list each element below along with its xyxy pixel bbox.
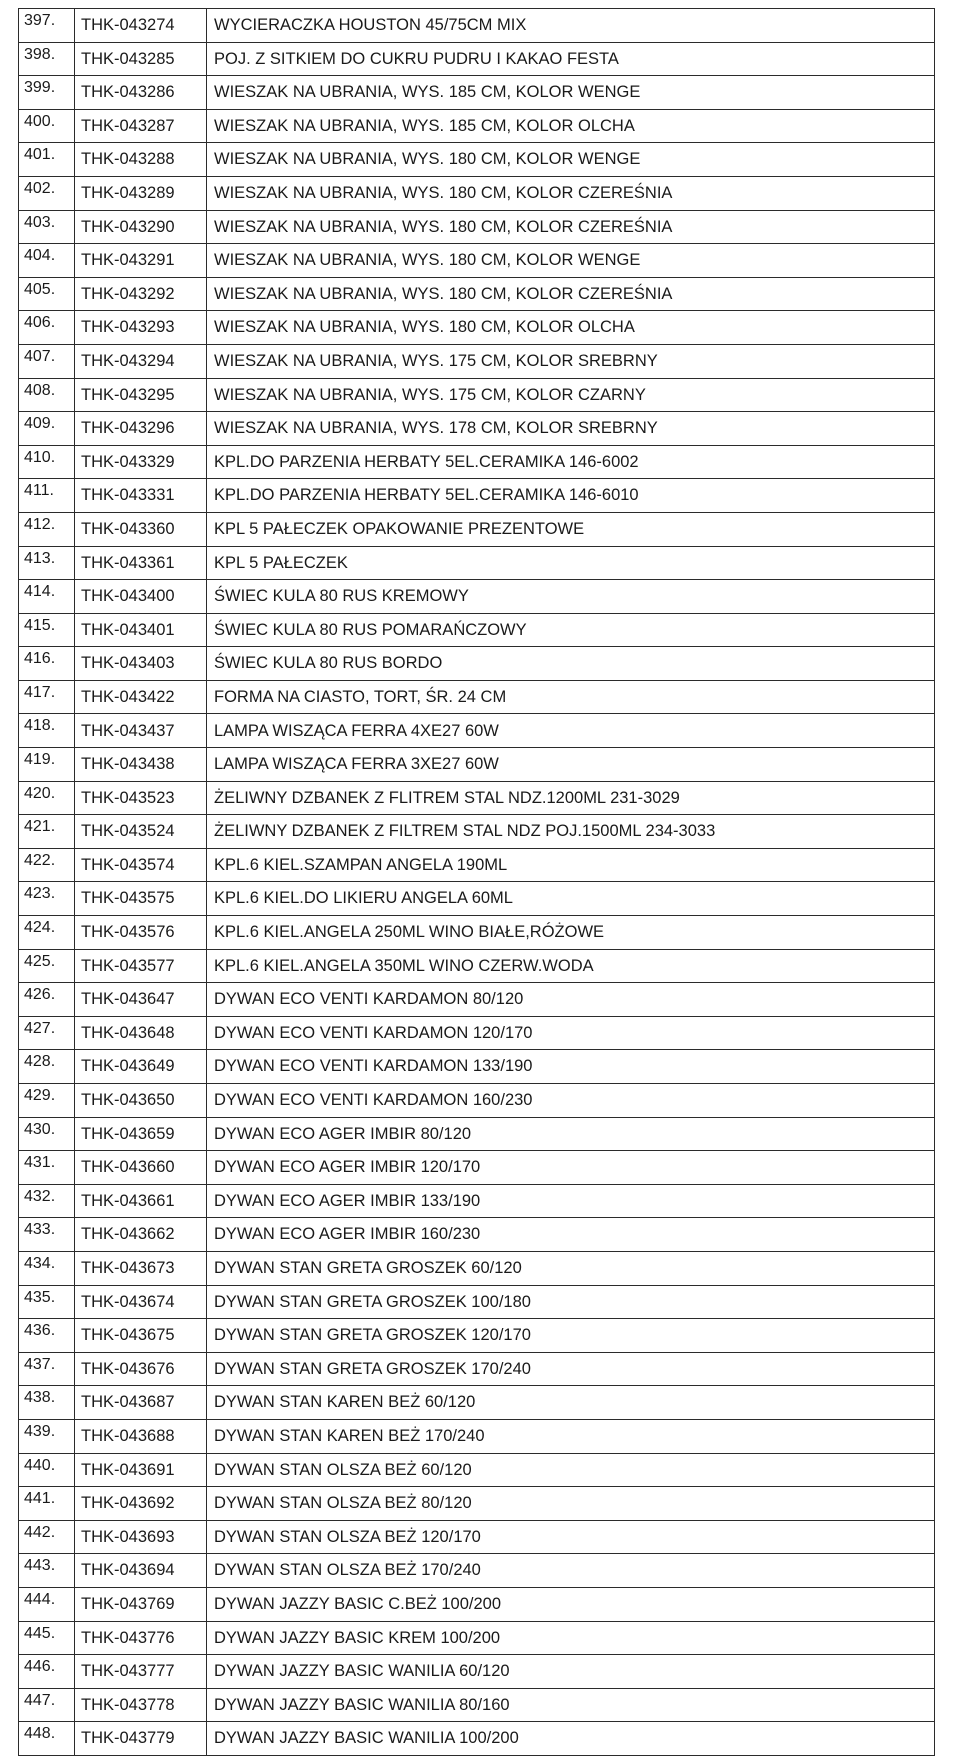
row-number: 436.: [19, 1319, 75, 1353]
table-row: [19, 311, 935, 345]
row-number: 402.: [19, 176, 75, 210]
row-number: 404.: [19, 244, 75, 278]
product-code: THK-043693: [75, 1520, 207, 1554]
product-code: THK-043692: [75, 1487, 207, 1521]
product-name: DYWAN STAN GRETA GROSZEK 170/240: [207, 1352, 935, 1386]
product-name: ŚWIEC KULA 80 RUS POMARAŃCZOWY: [207, 613, 935, 647]
product-name: KPL.6 KIEL.ANGELA 250ML WINO BIAŁE,RÓŻOWE: [207, 916, 935, 950]
table-row: [19, 1655, 935, 1689]
product-name: WIESZAK NA UBRANIA, WYS. 180 CM, KOLOR WENGE: [207, 143, 935, 177]
product-code: THK-043294: [75, 344, 207, 378]
product-name: DYWAN JAZZY BASIC WANILIA 60/120: [207, 1655, 935, 1689]
row-number: 423.: [19, 882, 75, 916]
table-row: [19, 42, 935, 76]
product-code: THK-043290: [75, 210, 207, 244]
table-row: [19, 244, 935, 278]
product-name: WIESZAK NA UBRANIA, WYS. 175 CM, KOLOR CZARNY: [207, 378, 935, 412]
product-name: DYWAN JAZZY BASIC WANILIA 100/200: [207, 1722, 935, 1756]
product-code: THK-043776: [75, 1621, 207, 1655]
product-name: FORMA NA CIASTO, TORT, ŚR. 24 CM: [207, 680, 935, 714]
table-row: [19, 1587, 935, 1621]
row-number: 425.: [19, 949, 75, 983]
product-name: DYWAN STAN OLSZA BEŻ 80/120: [207, 1487, 935, 1521]
product-code: THK-043403: [75, 647, 207, 681]
table-row: [19, 781, 935, 815]
product-code: THK-043401: [75, 613, 207, 647]
product-code: THK-043661: [75, 1184, 207, 1218]
product-code: THK-043691: [75, 1453, 207, 1487]
row-number: 406.: [19, 311, 75, 345]
product-name: DYWAN STAN GRETA GROSZEK 120/170: [207, 1319, 935, 1353]
product-name: KPL 5 PAŁECZEK OPAKOWANIE PREZENTOWE: [207, 512, 935, 546]
product-code: THK-043437: [75, 714, 207, 748]
product-name: DYWAN JAZZY BASIC WANILIA 80/160: [207, 1688, 935, 1722]
product-code: THK-043291: [75, 244, 207, 278]
product-name: KPL.DO PARZENIA HERBATY 5EL.CERAMIKA 146-6002: [207, 445, 935, 479]
row-number: 434.: [19, 1251, 75, 1285]
table-row: [19, 143, 935, 177]
product-name: ŚWIEC KULA 80 RUS BORDO: [207, 647, 935, 681]
product-code: THK-043286: [75, 76, 207, 110]
product-code: THK-043360: [75, 512, 207, 546]
product-name: POJ. Z SITKIEM DO CUKRU PUDRU I KAKAO FESTA: [207, 42, 935, 76]
row-number: 429.: [19, 1084, 75, 1118]
product-code: THK-043660: [75, 1151, 207, 1185]
product-name: DYWAN STAN GRETA GROSZEK 60/120: [207, 1251, 935, 1285]
row-number: 419.: [19, 748, 75, 782]
product-code: THK-043777: [75, 1655, 207, 1689]
table-row: [19, 848, 935, 882]
product-code: THK-043687: [75, 1386, 207, 1420]
product-code: THK-043289: [75, 176, 207, 210]
product-name: WIESZAK NA UBRANIA, WYS. 175 CM, KOLOR SREBRNY: [207, 344, 935, 378]
product-name: DYWAN STAN OLSZA BEŻ 170/240: [207, 1554, 935, 1588]
row-number: 411.: [19, 479, 75, 513]
product-code: THK-043288: [75, 143, 207, 177]
product-name: DYWAN ECO AGER IMBIR 133/190: [207, 1184, 935, 1218]
table-row: [19, 76, 935, 110]
row-number: 440.: [19, 1453, 75, 1487]
product-name: WIESZAK NA UBRANIA, WYS. 180 CM, KOLOR OLCHA: [207, 311, 935, 345]
product-name: DYWAN STAN OLSZA BEŻ 120/170: [207, 1520, 935, 1554]
row-number: 398.: [19, 42, 75, 76]
row-number: 415.: [19, 613, 75, 647]
row-number: 418.: [19, 714, 75, 748]
row-number: 428.: [19, 1050, 75, 1084]
product-name: WIESZAK NA UBRANIA, WYS. 180 CM, KOLOR CZEREŚNIA: [207, 210, 935, 244]
table-row: [19, 1251, 935, 1285]
table-row: [19, 378, 935, 412]
product-code: THK-043293: [75, 311, 207, 345]
table-row: [19, 1117, 935, 1151]
row-number: 446.: [19, 1655, 75, 1689]
table-row: [19, 344, 935, 378]
product-code: THK-043778: [75, 1688, 207, 1722]
product-name: ŻELIWNY DZBANEK Z FLITREM STAL NDZ.1200ML 231-3029: [207, 781, 935, 815]
product-code: THK-043292: [75, 277, 207, 311]
row-number: 405.: [19, 277, 75, 311]
product-code: THK-043779: [75, 1722, 207, 1756]
product-name: DYWAN ECO VENTI KARDAMON 120/170: [207, 1016, 935, 1050]
table-row: [19, 714, 935, 748]
table-row: [19, 1487, 935, 1521]
row-number: 401.: [19, 143, 75, 177]
product-code: THK-043676: [75, 1352, 207, 1386]
row-number: 416.: [19, 647, 75, 681]
product-name: DYWAN STAN KAREN BEŻ 60/120: [207, 1386, 935, 1420]
row-number: 426.: [19, 983, 75, 1017]
table-row: [19, 1016, 935, 1050]
product-code: THK-043287: [75, 109, 207, 143]
product-name: DYWAN ECO AGER IMBIR 120/170: [207, 1151, 935, 1185]
row-number: 421.: [19, 815, 75, 849]
table-row: [19, 1453, 935, 1487]
table-row: [19, 1688, 935, 1722]
table-row: [19, 1319, 935, 1353]
row-number: 403.: [19, 210, 75, 244]
row-number: 410.: [19, 445, 75, 479]
product-name: WIESZAK NA UBRANIA, WYS. 178 CM, KOLOR SREBRNY: [207, 412, 935, 446]
product-code: THK-043329: [75, 445, 207, 479]
product-code: THK-043400: [75, 580, 207, 614]
row-number: 424.: [19, 916, 75, 950]
table-row: [19, 613, 935, 647]
row-number: 437.: [19, 1352, 75, 1386]
product-name: DYWAN ECO AGER IMBIR 80/120: [207, 1117, 935, 1151]
table-row: [19, 1621, 935, 1655]
product-name: DYWAN ECO VENTI KARDAMON 80/120: [207, 983, 935, 1017]
product-name: KPL 5 PAŁECZEK: [207, 546, 935, 580]
table-row: [19, 546, 935, 580]
product-code: THK-043694: [75, 1554, 207, 1588]
product-code: THK-043274: [75, 9, 207, 43]
row-number: 414.: [19, 580, 75, 614]
product-name: DYWAN ECO VENTI KARDAMON 160/230: [207, 1084, 935, 1118]
row-number: 397.: [19, 9, 75, 43]
table-row: [19, 277, 935, 311]
row-number: 420.: [19, 781, 75, 815]
row-number: 447.: [19, 1688, 75, 1722]
row-number: 412.: [19, 512, 75, 546]
product-name: ŚWIEC KULA 80 RUS KREMOWY: [207, 580, 935, 614]
row-number: 435.: [19, 1285, 75, 1319]
product-name: WYCIERACZKA HOUSTON 45/75CM MIX: [207, 9, 935, 43]
product-name: WIESZAK NA UBRANIA, WYS. 180 CM, KOLOR CZEREŚNIA: [207, 277, 935, 311]
product-code: THK-043296: [75, 412, 207, 446]
product-code: THK-043331: [75, 479, 207, 513]
row-number: 432.: [19, 1184, 75, 1218]
product-code: THK-043295: [75, 378, 207, 412]
product-code: THK-043647: [75, 983, 207, 1017]
table-row: [19, 1419, 935, 1453]
product-name: DYWAN ECO AGER IMBIR 160/230: [207, 1218, 935, 1252]
product-code: THK-043650: [75, 1084, 207, 1118]
product-name: WIESZAK NA UBRANIA, WYS. 185 CM, KOLOR OLCHA: [207, 109, 935, 143]
table-row: [19, 916, 935, 950]
row-number: 399.: [19, 76, 75, 110]
row-number: 442.: [19, 1520, 75, 1554]
product-code: THK-043577: [75, 949, 207, 983]
row-number: 430.: [19, 1117, 75, 1151]
product-name: LAMPA WISZĄCA FERRA 4XE27 60W: [207, 714, 935, 748]
row-number: 431.: [19, 1151, 75, 1185]
product-code: THK-043674: [75, 1285, 207, 1319]
product-name: DYWAN STAN OLSZA BEŻ 60/120: [207, 1453, 935, 1487]
table-row: [19, 1151, 935, 1185]
product-code: THK-043575: [75, 882, 207, 916]
table-row: [19, 210, 935, 244]
table-row: [19, 9, 935, 43]
row-number: 448.: [19, 1722, 75, 1756]
product-code: THK-043574: [75, 848, 207, 882]
product-name: DYWAN ECO VENTI KARDAMON 133/190: [207, 1050, 935, 1084]
product-name: LAMPA WISZĄCA FERRA 3XE27 60W: [207, 748, 935, 782]
table-row: [19, 647, 935, 681]
table-row: [19, 1218, 935, 1252]
row-number: 444.: [19, 1587, 75, 1621]
row-number: 409.: [19, 412, 75, 446]
table-row: [19, 815, 935, 849]
product-name: WIESZAK NA UBRANIA, WYS. 185 CM, KOLOR WENGE: [207, 76, 935, 110]
row-number: 417.: [19, 680, 75, 714]
table-row: [19, 512, 935, 546]
row-number: 400.: [19, 109, 75, 143]
product-code: THK-043659: [75, 1117, 207, 1151]
row-number: 439.: [19, 1419, 75, 1453]
product-name: KPL.6 KIEL.ANGELA 350ML WINO CZERW.WODA: [207, 949, 935, 983]
table-row: [19, 1386, 935, 1420]
product-code: THK-043649: [75, 1050, 207, 1084]
table-row: [19, 1084, 935, 1118]
product-code: THK-043438: [75, 748, 207, 782]
product-code: THK-043524: [75, 815, 207, 849]
product-code: THK-043688: [75, 1419, 207, 1453]
product-code: THK-043769: [75, 1587, 207, 1621]
product-table-body: [19, 9, 935, 1756]
table-row: [19, 748, 935, 782]
product-code: THK-043675: [75, 1319, 207, 1353]
row-number: 433.: [19, 1218, 75, 1252]
table-row: [19, 1050, 935, 1084]
table-row: [19, 1285, 935, 1319]
table-row: [19, 949, 935, 983]
table-row: [19, 1184, 935, 1218]
row-number: 407.: [19, 344, 75, 378]
product-table: [18, 8, 935, 1756]
row-number: 422.: [19, 848, 75, 882]
table-row: [19, 1722, 935, 1756]
product-name: DYWAN STAN KAREN BEŻ 170/240: [207, 1419, 935, 1453]
row-number: 413.: [19, 546, 75, 580]
row-number: 427.: [19, 1016, 75, 1050]
product-code: THK-043648: [75, 1016, 207, 1050]
row-number: 441.: [19, 1487, 75, 1521]
product-code: THK-043576: [75, 916, 207, 950]
product-name: KPL.6 KIEL.DO LIKIERU ANGELA 60ML: [207, 882, 935, 916]
table-row: [19, 680, 935, 714]
row-number: 443.: [19, 1554, 75, 1588]
product-name: KPL.6 KIEL.SZAMPAN ANGELA 190ML: [207, 848, 935, 882]
product-code: THK-043662: [75, 1218, 207, 1252]
product-name: ŻELIWNY DZBANEK Z FILTREM STAL NDZ POJ.1500ML 234-3033: [207, 815, 935, 849]
product-code: THK-043361: [75, 546, 207, 580]
table-row: [19, 412, 935, 446]
table-row: [19, 445, 935, 479]
table-row: [19, 1352, 935, 1386]
row-number: 438.: [19, 1386, 75, 1420]
table-row: [19, 580, 935, 614]
table-row: [19, 479, 935, 513]
row-number: 408.: [19, 378, 75, 412]
product-code: THK-043523: [75, 781, 207, 815]
product-name: WIESZAK NA UBRANIA, WYS. 180 CM, KOLOR CZEREŚNIA: [207, 176, 935, 210]
table-row: [19, 882, 935, 916]
table-row: [19, 1520, 935, 1554]
row-number: 445.: [19, 1621, 75, 1655]
product-code: THK-043422: [75, 680, 207, 714]
table-row: [19, 109, 935, 143]
table-row: [19, 983, 935, 1017]
product-name: DYWAN JAZZY BASIC KREM 100/200: [207, 1621, 935, 1655]
product-name: DYWAN JAZZY BASIC C.BEŻ 100/200: [207, 1587, 935, 1621]
product-name: KPL.DO PARZENIA HERBATY 5EL.CERAMIKA 146-6010: [207, 479, 935, 513]
product-name: WIESZAK NA UBRANIA, WYS. 180 CM, KOLOR WENGE: [207, 244, 935, 278]
product-name: DYWAN STAN GRETA GROSZEK 100/180: [207, 1285, 935, 1319]
product-code: THK-043673: [75, 1251, 207, 1285]
table-row: [19, 1554, 935, 1588]
table-row: [19, 176, 935, 210]
product-code: THK-043285: [75, 42, 207, 76]
